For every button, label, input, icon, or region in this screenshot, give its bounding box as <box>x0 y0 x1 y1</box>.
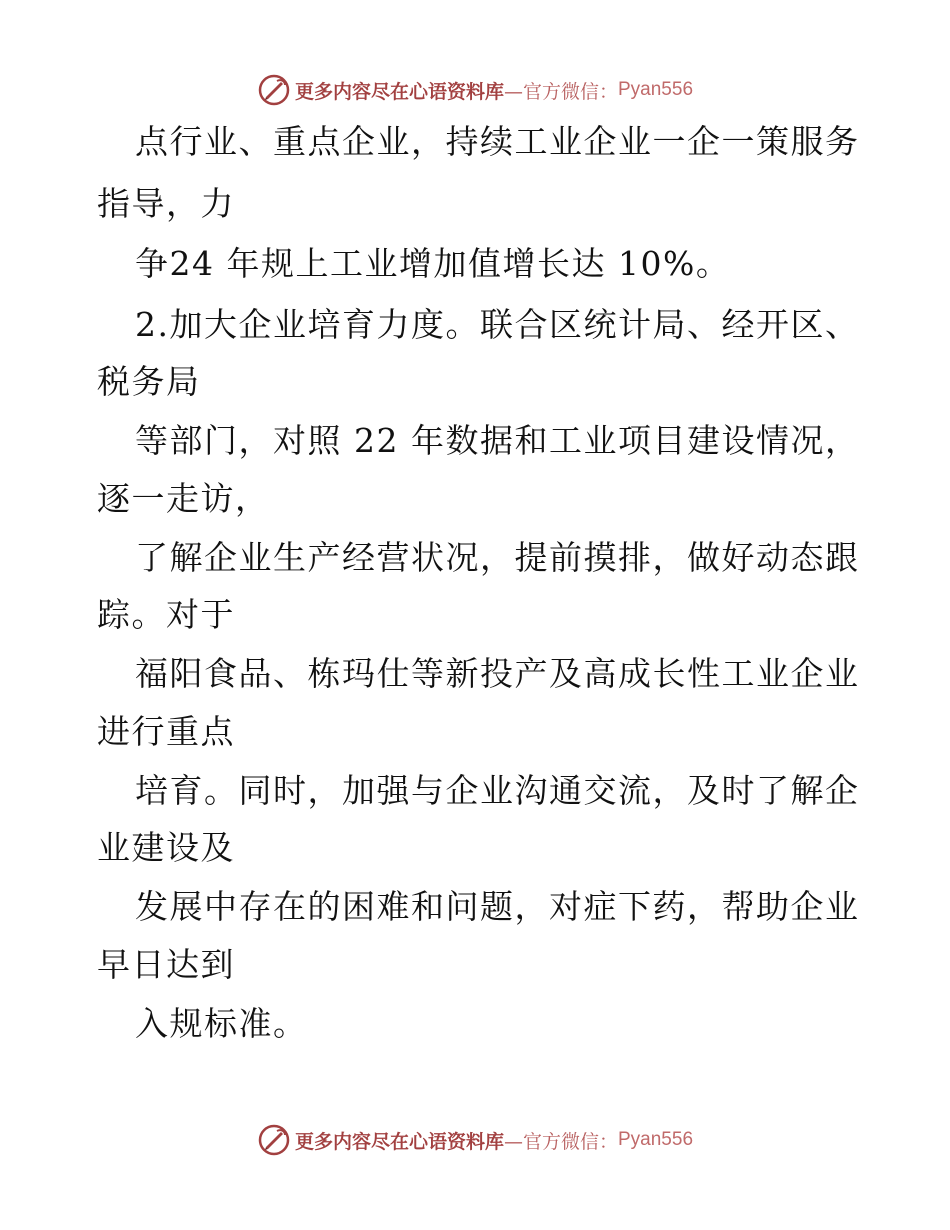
text-line: 指导，力 <box>97 184 235 223</box>
watermark-id-text: Pyan556 <box>618 79 694 100</box>
text-line: 等部门，对照 22 年数据和工业项目建设情况， <box>135 421 860 460</box>
text-line: 点行业、重点企业，持续工业企业一企一策服务 <box>135 122 860 161</box>
text-line: 培育。同时，加强与企业沟通交流，及时了解企 <box>135 771 860 810</box>
text-line: 踪。对于 <box>97 595 235 634</box>
text-line: 福阳食品、栋玛仕等新投产及高成长性工业企业 <box>135 654 860 693</box>
text-line: 了解企业生产经营状况，提前摸排，做好动态跟 <box>135 538 860 577</box>
quill-pen-logo-icon <box>257 1123 291 1157</box>
watermark-id-text: Pyan556 <box>618 1129 694 1150</box>
watermark-main-text: 更多内容尽在心语资料库 <box>294 1130 504 1153</box>
text-line: 业建设及 <box>97 828 235 867</box>
text-line: 进行重点 <box>97 712 235 751</box>
text-line: 争24 年规上工业增加值增长达 10%。 <box>135 244 731 283</box>
header-watermark <box>0 70 950 110</box>
text-line: 2.加大企业培育力度。联合区统计局、经开区、 <box>135 305 860 344</box>
text-line: 入规标准。 <box>135 1004 308 1043</box>
footer-watermark <box>0 1120 950 1160</box>
watermark-sub-text: —官方微信： <box>503 1130 618 1153</box>
watermark-sub-text: —官方微信： <box>503 80 618 103</box>
text-line: 早日达到 <box>97 945 235 984</box>
quill-pen-logo-icon <box>257 73 291 107</box>
watermark-main-text: 更多内容尽在心语资料库 <box>294 80 504 103</box>
text-line: 税务局 <box>97 362 201 401</box>
text-line: 逐一走访， <box>97 479 270 518</box>
text-line: 发展中存在的困难和问题，对症下药，帮助企业 <box>135 887 860 926</box>
